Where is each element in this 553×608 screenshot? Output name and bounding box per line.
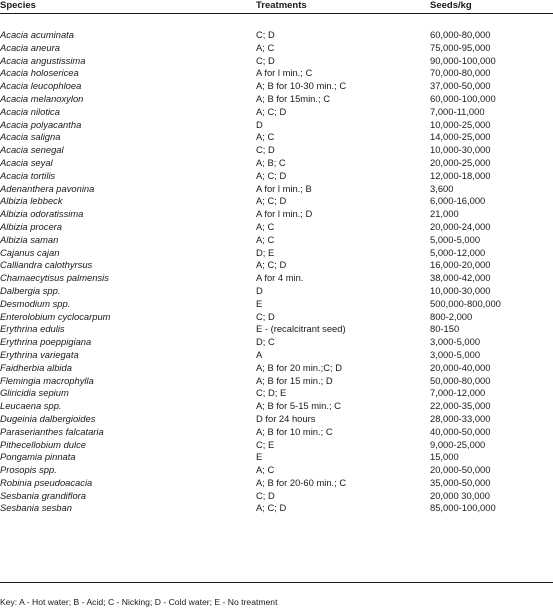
table-row xyxy=(0,272,553,285)
table-row xyxy=(0,502,553,515)
table-row xyxy=(0,247,553,260)
table-row xyxy=(0,208,553,221)
table-row xyxy=(0,323,553,336)
seeds-per-kg-cell: 35,000-50,000 xyxy=(430,476,491,488)
species-cell: Acacia holosericea xyxy=(0,67,79,79)
treatment-cell: A; C xyxy=(256,131,275,143)
treatment-cell: A for l min.; C xyxy=(256,67,313,79)
seeds-per-kg-cell: 5,000-5,000 xyxy=(430,233,481,245)
treatment-cell: A; C; D xyxy=(256,259,287,271)
species-cell: Leucaena spp. xyxy=(0,400,62,412)
species-cell: Acacia polyacantha xyxy=(0,118,82,130)
table-row xyxy=(0,234,553,247)
treatment-cell: A; B for 10-30 min.; C xyxy=(256,80,347,92)
seeds-per-kg-cell: 90,000-100,000 xyxy=(430,54,496,66)
treatment-cell: A; C xyxy=(256,220,275,232)
species-cell: Adenanthera pavonina xyxy=(0,182,95,194)
species-cell: Acacia aneura xyxy=(0,41,60,53)
species-cell: Pongamia pinnata xyxy=(0,451,76,463)
species-cell: Dugeinia dalbergioides xyxy=(0,412,96,424)
seeds-per-kg-cell: 21,000 xyxy=(430,208,459,220)
table-row xyxy=(0,259,553,272)
table-row xyxy=(0,439,553,452)
seeds-per-kg-cell: 40,000-50,000 xyxy=(430,425,491,437)
treatment-key: Key: A - Hot water; B - Acid; C - Nicking; D - Cold water; E - No treatment xyxy=(0,597,278,607)
seeds-per-kg-cell: 28,000-33,000 xyxy=(430,412,491,424)
table-row xyxy=(0,477,553,490)
species-cell: Acacia tortilis xyxy=(0,169,56,181)
seeds-per-kg-cell: 38,000-42,000 xyxy=(430,272,491,284)
species-cell: Acacia saligna xyxy=(0,131,61,143)
table-body xyxy=(0,29,553,515)
table-row xyxy=(0,67,553,80)
table-row xyxy=(0,221,553,234)
table-row xyxy=(0,349,553,362)
species-cell: Acacia angustissima xyxy=(0,54,86,66)
seeds-per-kg-cell: 5,000-12,000 xyxy=(430,246,486,258)
species-cell: Faidherbia albida xyxy=(0,361,72,373)
species-cell: Gliricidia sepium xyxy=(0,387,69,399)
species-cell: Cajanus cajan xyxy=(0,246,60,258)
species-cell: Calliandra calothyrsus xyxy=(0,259,93,271)
seeds-per-kg-cell: 6,000-16,000 xyxy=(430,195,486,207)
species-cell: Acacia seyal xyxy=(0,156,53,168)
species-cell: Chamaecytisus palmensis xyxy=(0,272,109,284)
seeds-per-kg-cell: 85,000-100,000 xyxy=(430,502,496,514)
table-row xyxy=(0,170,553,183)
table-row xyxy=(0,285,553,298)
seeds-per-kg-cell: 14,000-25,000 xyxy=(430,131,491,143)
species-cell: Paraserianthes falcataria xyxy=(0,425,104,437)
treatment-cell: D xyxy=(256,284,263,296)
seeds-per-kg-cell: 20,000 30,000 xyxy=(430,489,490,501)
table-row xyxy=(0,451,553,464)
treatment-cell: A xyxy=(256,348,263,360)
treatment-cell: C; E xyxy=(256,438,275,450)
treatment-cell: C; D xyxy=(256,29,275,40)
seeds-per-kg-cell: 20,000-40,000 xyxy=(430,361,491,373)
species-cell: Acacia senegal xyxy=(0,144,64,156)
species-cell: Pithecellobium dulce xyxy=(0,438,86,450)
treatment-cell: A; C; D xyxy=(256,502,287,514)
treatment-cell: D for 24 hours xyxy=(256,412,316,424)
header-seeds-per-kg: Seeds/kg xyxy=(430,0,472,11)
species-cell: Desmodium spp. xyxy=(0,297,71,309)
seeds-per-kg-cell: 20,000-50,000 xyxy=(430,464,491,476)
seeds-per-kg-cell: 70,000-80,000 xyxy=(430,67,491,79)
treatment-cell: C; D; E xyxy=(256,387,287,399)
species-cell: Acacia nilotica xyxy=(0,105,60,117)
seeds-per-kg-cell: 10,000-25,000 xyxy=(430,118,491,130)
treatment-cell: E xyxy=(256,297,263,309)
seeds-per-kg-cell: 10,000-30,000 xyxy=(430,144,491,156)
table-row xyxy=(0,387,553,400)
species-cell: Acacia leucophloea xyxy=(0,80,82,92)
species-cell: Enterolobium cyclocarpum xyxy=(0,310,111,322)
table-row xyxy=(0,298,553,311)
header-rule xyxy=(0,13,553,14)
table-row xyxy=(0,195,553,208)
table-row xyxy=(0,375,553,388)
treatment-cell: A; B for 10 min.; C xyxy=(256,425,333,437)
table-row xyxy=(0,464,553,477)
treatment-cell: A for 4 min. xyxy=(256,272,304,284)
species-cell: Prosopis spp. xyxy=(0,464,57,476)
table-row xyxy=(0,80,553,93)
table-row xyxy=(0,157,553,170)
treatment-cell: A; C; D xyxy=(256,195,287,207)
species-cell: Albizia lebbeck xyxy=(0,195,63,207)
table-row xyxy=(0,42,553,55)
treatment-cell: D xyxy=(256,118,263,130)
header-species: Species xyxy=(0,0,36,11)
species-cell: Erythrina variegata xyxy=(0,348,79,360)
table-row xyxy=(0,106,553,119)
seeds-per-kg-cell: 3,000-5,000 xyxy=(430,348,481,360)
treatment-cell: D; C xyxy=(256,336,275,348)
treatment-cell: A; B for 20 min.;C; D xyxy=(256,361,342,373)
seeds-per-kg-cell: 37,000-50,000 xyxy=(430,80,491,92)
table-row xyxy=(0,55,553,68)
seeds-per-kg-cell: 75,000-95,000 xyxy=(430,41,491,53)
treatment-cell: A; C xyxy=(256,41,275,53)
treatment-cell: A; C xyxy=(256,464,275,476)
species-cell: Dalbergia spp. xyxy=(0,284,61,296)
species-cell: Robinia pseudoacacia xyxy=(0,476,93,488)
seeds-per-kg-cell: 10,000-30,000 xyxy=(430,284,491,296)
seeds-per-kg-cell: 3,600 xyxy=(430,182,454,194)
seeds-per-kg-cell: 500,000-800,000 xyxy=(430,297,501,309)
species-cell: Albizia saman xyxy=(0,233,59,245)
table-row xyxy=(0,426,553,439)
footer-rule xyxy=(0,582,553,583)
table-row xyxy=(0,131,553,144)
table-row xyxy=(0,400,553,413)
table-row xyxy=(0,311,553,324)
seeds-per-kg-cell: 7,000-11,000 xyxy=(430,105,485,117)
species-cell: Erythrina edulis xyxy=(0,323,65,335)
treatment-cell: D; E xyxy=(256,246,275,258)
treatment-cell: C; D xyxy=(256,310,275,322)
treatment-cell: A; B for 5-15 min.; C xyxy=(256,400,341,412)
seeds-per-kg-cell: 20,000-24,000 xyxy=(430,220,491,232)
treatment-cell: E - (recalcitrant seed) xyxy=(256,323,346,335)
treatment-cell: A for l min.; D xyxy=(256,208,313,220)
species-cell: Sesbania grandiflora xyxy=(0,489,86,501)
table-row xyxy=(0,362,553,375)
species-cell: Acacia melanoxylon xyxy=(0,92,84,104)
treatment-cell: A; B for 15min.; C xyxy=(256,92,330,104)
table-row xyxy=(0,144,553,157)
seeds-per-kg-cell: 22,000-35,000 xyxy=(430,400,491,412)
treatment-cell: A; C xyxy=(256,233,275,245)
table-row xyxy=(0,29,553,42)
treatment-cell: A; B for 15 min.; D xyxy=(256,374,333,386)
table-row xyxy=(0,119,553,132)
seeds-per-kg-cell: 3,000-5,000 xyxy=(430,336,481,348)
seeds-per-kg-cell: 800-2,000 xyxy=(430,310,473,322)
species-cell: Albizia procera xyxy=(0,220,63,232)
treatment-cell: A; B for 20-60 min.; C xyxy=(256,476,347,488)
table-row xyxy=(0,93,553,106)
treatment-cell: C; D xyxy=(256,144,275,156)
seeds-per-kg-cell: 9,000-25,000 xyxy=(430,438,486,450)
header-treatments: Treatments xyxy=(256,0,307,11)
table-row xyxy=(0,490,553,503)
table-row xyxy=(0,336,553,349)
treatment-cell: E xyxy=(256,451,263,463)
treatment-cell: C; D xyxy=(256,54,275,66)
table-header xyxy=(0,0,553,14)
seeds-per-kg-cell: 15,000 xyxy=(430,451,459,463)
seeds-per-kg-cell: 7,000-12,000 xyxy=(430,387,486,399)
seeds-per-kg-cell: 80-150 xyxy=(430,323,460,335)
seeds-per-kg-cell: 16,000-20,000 xyxy=(430,259,491,271)
seeds-per-kg-cell: 60,000-80,000 xyxy=(430,29,491,40)
species-cell: Erythrina poeppigiana xyxy=(0,336,92,348)
treatment-cell: A; C; D xyxy=(256,105,287,117)
species-cell: Acacia acuminata xyxy=(0,29,74,40)
seeds-per-kg-cell: 20,000-25,000 xyxy=(430,156,491,168)
treatment-cell: A; B; C xyxy=(256,156,286,168)
seeds-per-kg-cell: 50,000-80,000 xyxy=(430,374,491,386)
species-cell: Sesbania sesban xyxy=(0,502,72,514)
treatment-cell: A; C; D xyxy=(256,169,287,181)
species-cell: Albizia odoratissima xyxy=(0,208,84,220)
seeds-per-kg-cell: 60,000-100,000 xyxy=(430,92,496,104)
seeds-per-kg-cell: 12,000-18,000 xyxy=(430,169,491,181)
table-row xyxy=(0,183,553,196)
treatment-cell: C; D xyxy=(256,489,275,501)
table-row xyxy=(0,413,553,426)
treatment-cell: A for l min.; B xyxy=(256,182,312,194)
species-cell: Flemingia macrophylla xyxy=(0,374,94,386)
